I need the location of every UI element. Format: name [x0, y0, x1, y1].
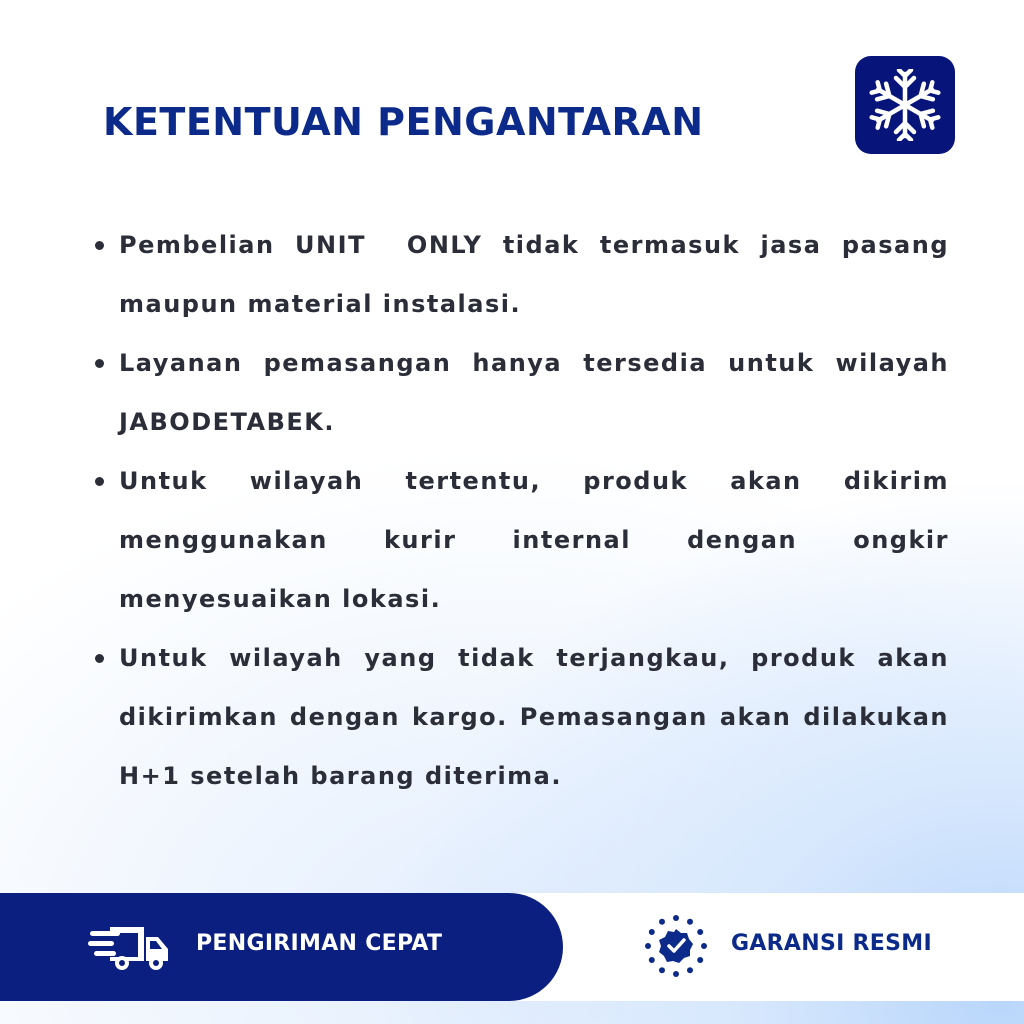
- term-item: Untuk wilayah tertentu, produk akan dikirim menggunakan kurir internal dengan ongkir menyesuaikan lokasi.: [95, 452, 949, 629]
- warranty-label: GARANSI RESMI: [731, 931, 932, 956]
- verified-badge-icon: [643, 913, 709, 979]
- footer-bar: [0, 893, 1024, 1001]
- delivery-terms-list: [95, 216, 949, 806]
- shipping-banner: [0, 893, 563, 1001]
- shipping-label: PENGIRIMAN CEPAT: [196, 931, 443, 956]
- term-item: Untuk wilayah yang tidak terjangkau, produk akan dikirimkan dengan kargo. Pemasangan akan dilakukan H+1 setelah barang diterima.: [95, 629, 949, 806]
- fast-truck-icon: [88, 923, 172, 971]
- term-item: Layanan pemasangan hanya tersedia untuk wilayah JABODETABEK.: [95, 334, 949, 452]
- page-title: KETENTUAN PENGANTARAN: [103, 100, 704, 144]
- term-item: Pembelian UNIT ONLY tidak termasuk jasa pasang maupun material instalasi.: [95, 216, 949, 334]
- brand-logo: [855, 56, 955, 154]
- snowflake-icon: [869, 69, 941, 141]
